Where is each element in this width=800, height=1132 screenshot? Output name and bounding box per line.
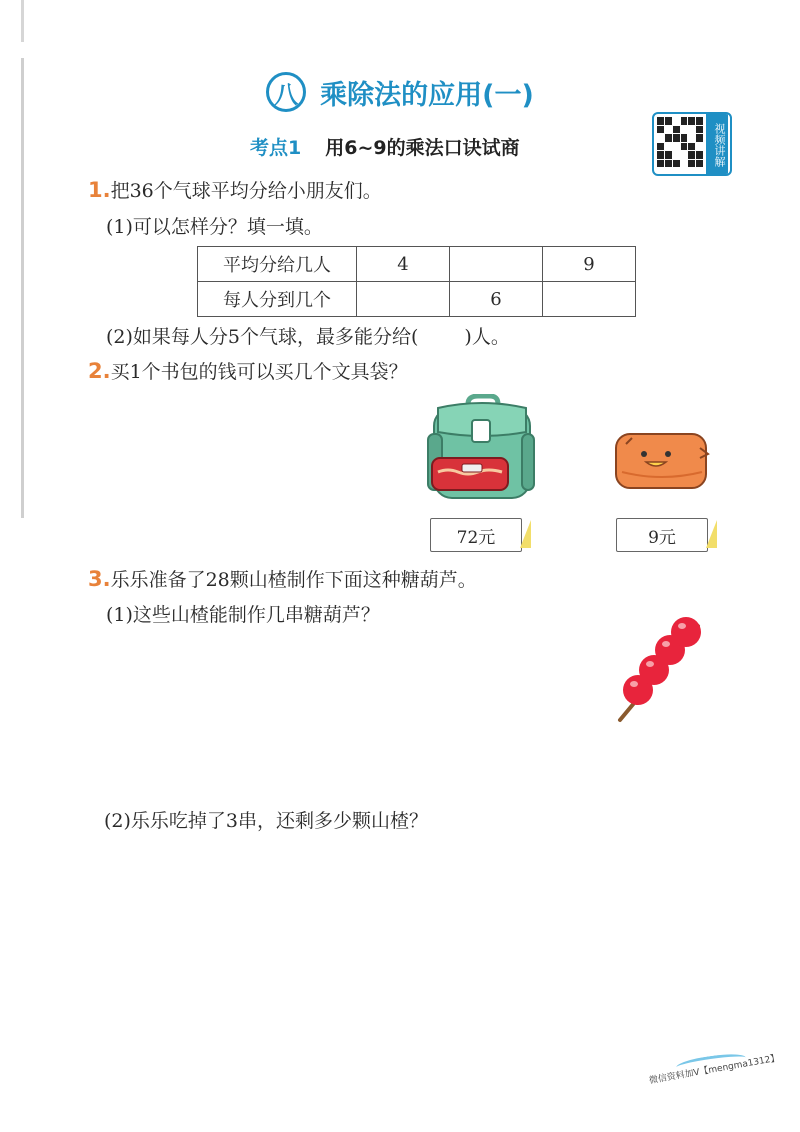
question-1-part-1: (1)可以怎样分？填一填。: [106, 216, 323, 238]
table-cell[interactable]: [543, 282, 636, 317]
table-row-header: 平均分给几人: [198, 247, 357, 282]
table-row: [198, 282, 636, 317]
chapter-title: 乘除法的应用(一): [320, 79, 534, 111]
question-1: [88, 176, 382, 203]
table-row-header: 每人分到几个: [198, 282, 357, 317]
question-1-text: 把36个气球平均分给小朋友们。: [110, 180, 382, 202]
pencil-case-price-tag: 9元: [616, 518, 708, 552]
fill-in-table: [197, 246, 636, 317]
table-cell[interactable]: 9: [543, 247, 636, 282]
tag-flag-icon: [520, 520, 531, 548]
video-qr-code[interactable]: [652, 112, 732, 176]
backpack-icon: [418, 394, 538, 502]
question-3: [88, 565, 477, 592]
question-1-part-2-suffix: )人。: [464, 326, 510, 348]
tag-flag-icon: [706, 520, 717, 548]
kaodian-heading: [250, 133, 520, 160]
question-2: [88, 357, 408, 384]
question-3-text: 乐乐准备了28颗山楂制作下面这种糖葫芦。: [110, 569, 477, 591]
table-row: [198, 247, 636, 282]
question-3-number: 3.: [88, 567, 111, 591]
question-3-part-1: (1)这些山楂能制作几串糖葫芦？: [106, 604, 380, 626]
qr-side-label: 视频讲解: [706, 114, 728, 174]
chapter-badge: 八: [266, 72, 306, 112]
backpack-price-tag: 72元: [430, 518, 522, 552]
table-cell[interactable]: 4: [357, 247, 450, 282]
page-edge-top: [21, 0, 24, 42]
question-1-part-2-prefix: (2)如果每人分5个气球，最多能分给(: [106, 326, 419, 348]
table-cell[interactable]: [357, 282, 450, 317]
pencil-case-icon: [612, 428, 712, 492]
page-title: [266, 72, 534, 112]
question-1-part-2: [106, 322, 510, 349]
tanghulu-icon: [612, 612, 722, 724]
title-area: [0, 72, 800, 112]
kaodian-label: 考点1: [250, 137, 302, 159]
page-edge-line: [21, 58, 24, 518]
watermark: 微信资料加V【mengma1312】: [648, 1053, 781, 1087]
qr-code-icon: [654, 114, 706, 170]
table-cell[interactable]: 6: [450, 282, 543, 317]
question-2-text: 买1个书包的钱可以买几个文具袋？: [110, 361, 408, 383]
question-3-part-2: (2)乐乐吃掉了3串，还剩多少颗山楂？: [104, 810, 429, 832]
question-2-number: 2.: [88, 359, 111, 383]
table-cell[interactable]: [450, 247, 543, 282]
kaodian-text: 用6~9的乘法口诀试商: [325, 137, 520, 159]
question-1-number: 1.: [88, 178, 111, 202]
